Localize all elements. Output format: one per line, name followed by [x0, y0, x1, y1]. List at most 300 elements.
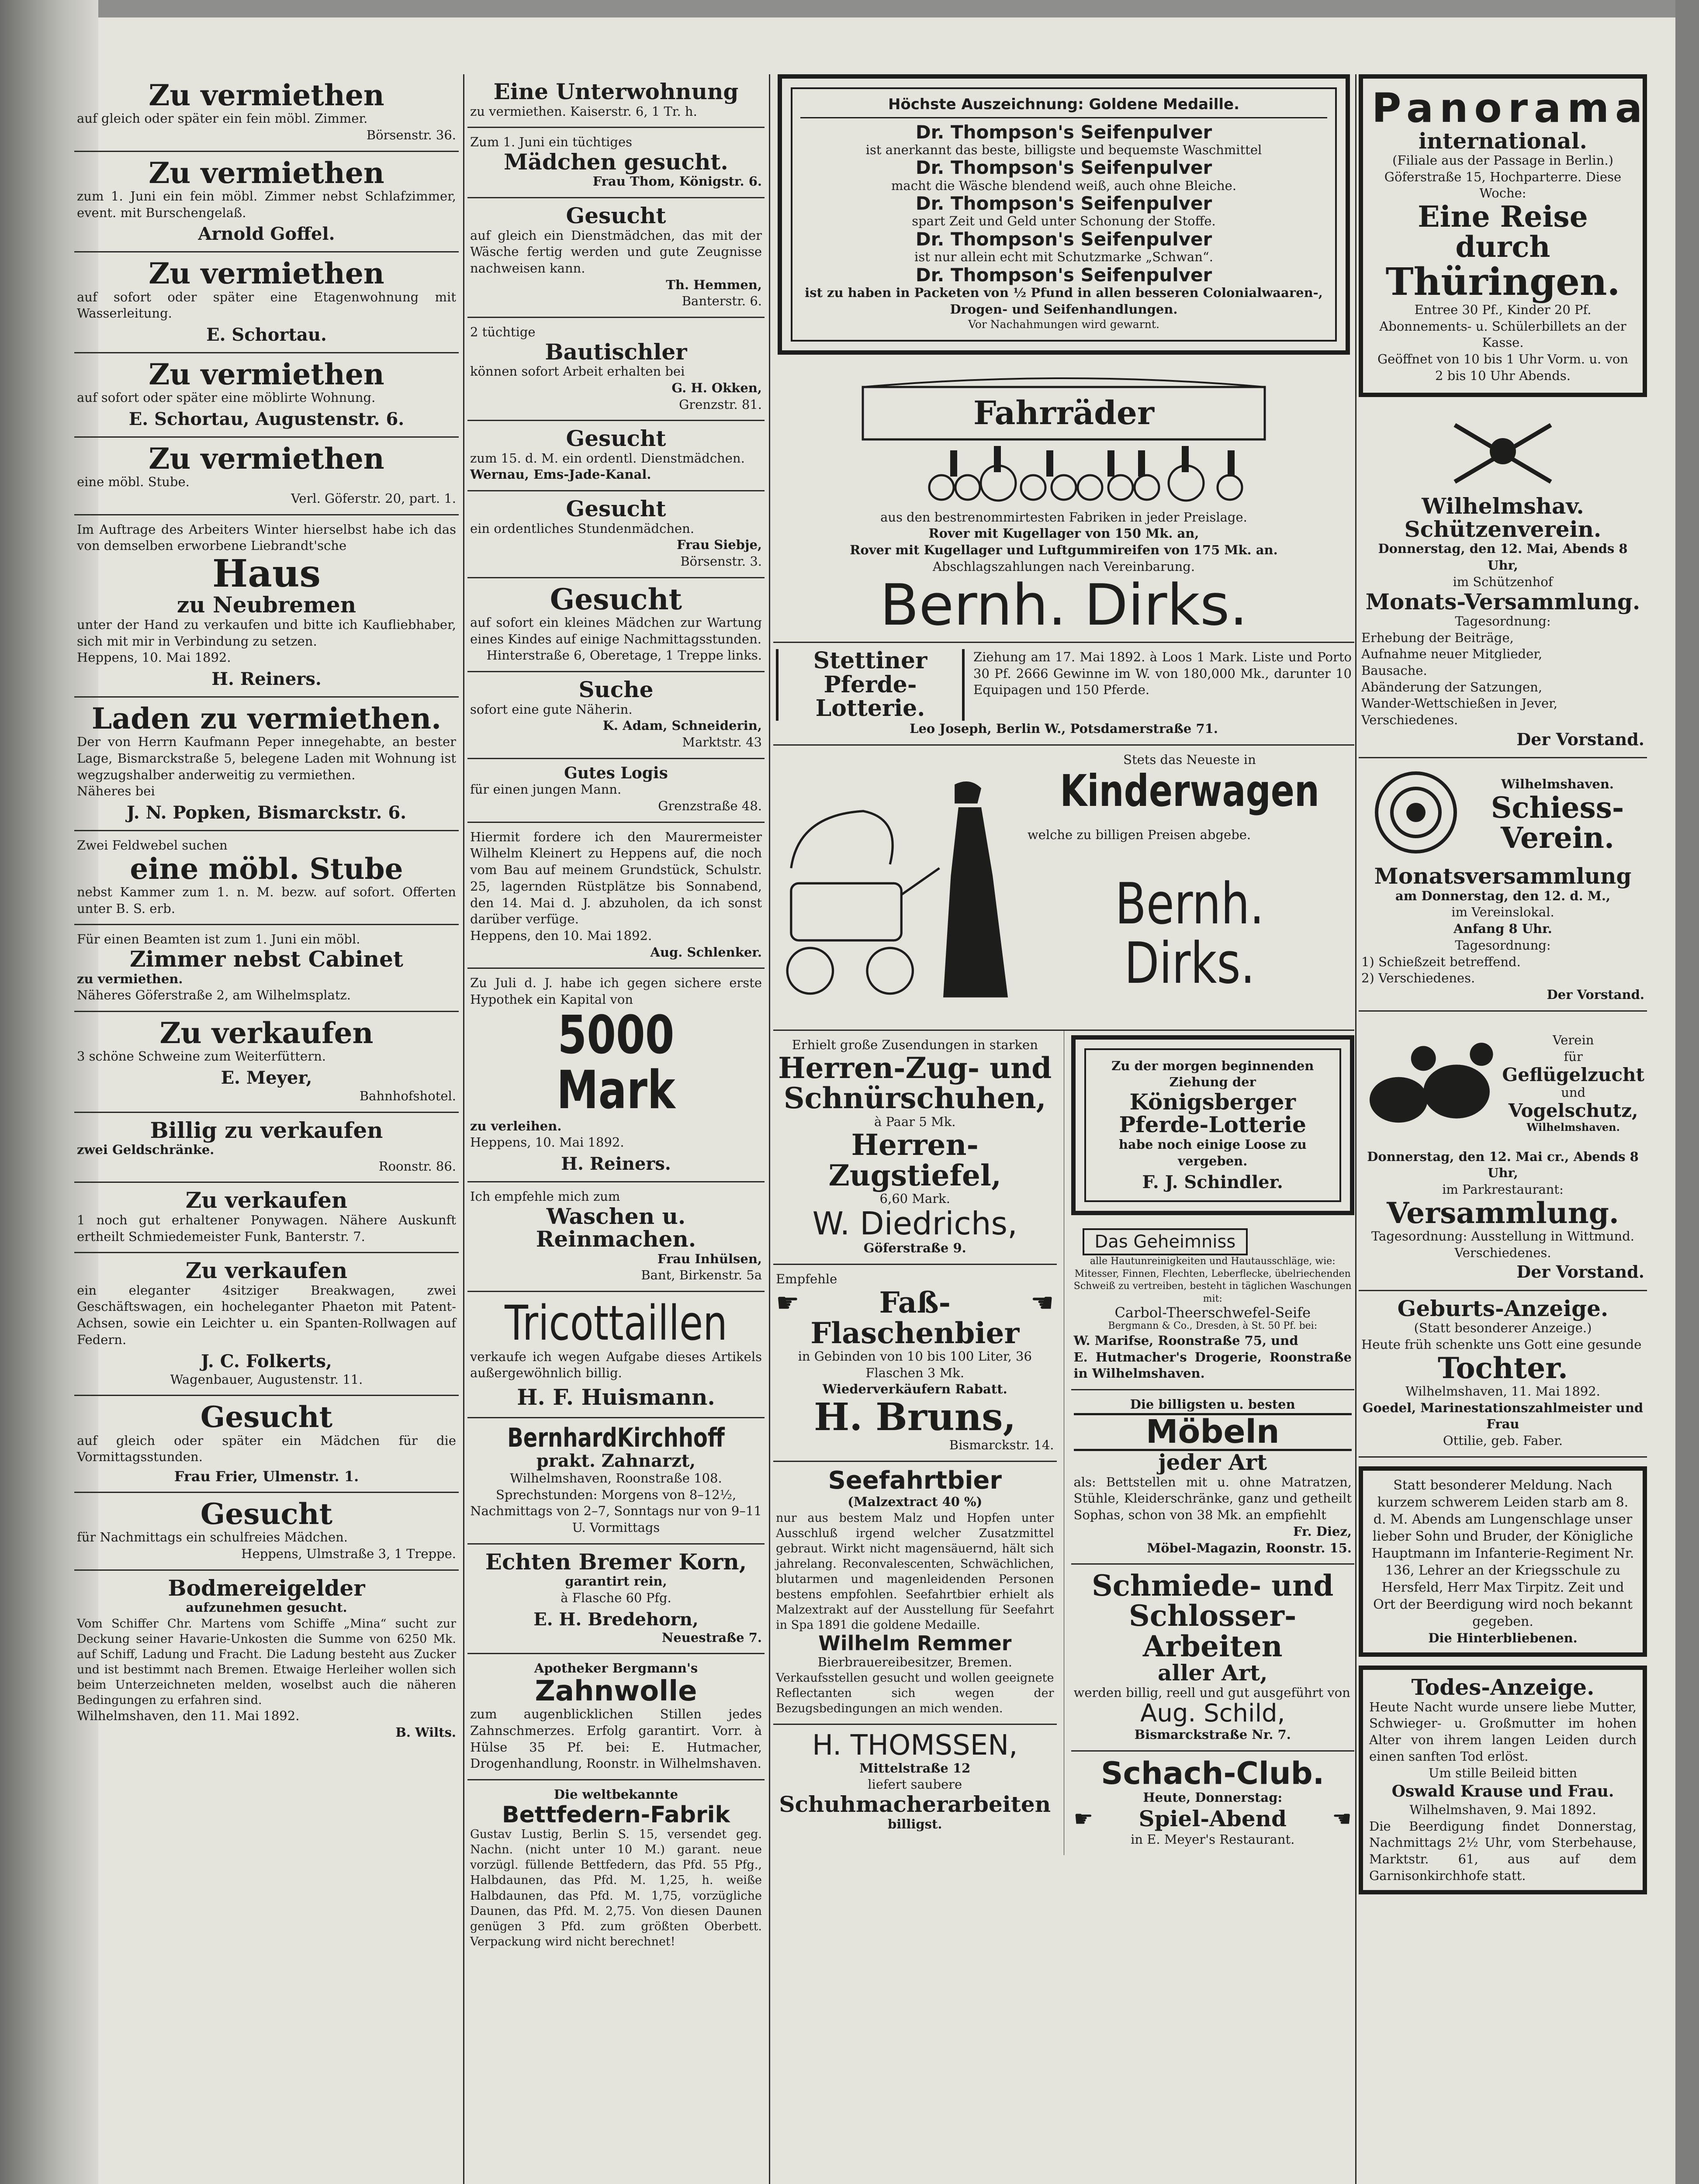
ad-schuetzenverein: [1359, 406, 1647, 758]
ad-text: Statt besonderer Meldung. Nach kurzem schwerem Leiden starb am 8. d. M. Abends am Lungenschlage unser lieber Sohn und Bruder, der Königliche Hauptmann im Infanterie-Regiment Nr. 136, Lehrer an der Kriegsschule zu Hersfeld, Herr Max Tirpitz. Zeit und Ort der Beerdigung wird noch bekannt gegeben.: [1371, 1477, 1634, 1629]
ad-text: Ziehung am 17. Mai 1892. à Loos 1 Mark. Liste und Porto 30 Pf. 2666 Gewinne im W. von 180,000 Mk., darunter 10 Equipagen und 150 Pferde.: [973, 650, 1352, 698]
ad-subtitle: zu vermiethen.: [77, 971, 183, 986]
ad-note: Vor Nachahmungen wird gewarnt.: [968, 318, 1159, 331]
ad-title: Faß-: [879, 1286, 951, 1320]
ad-address: Bismarckstraße Nr. 7.: [1134, 1727, 1291, 1742]
ad-title: Zu vermiethen: [149, 442, 384, 476]
ad-gesucht-4: [467, 491, 765, 578]
ad-maker: Bergmann & Co., Dresden, à St. 50 Pf. bei:: [1108, 1320, 1318, 1332]
ad-subtitle: zu verleihen.: [470, 1118, 562, 1133]
ad-title: Gesucht: [566, 496, 666, 522]
ad-text: als: Bettstellen mit u. ohne Matratzen, Stühle, Kleiderschränke, ganz und getheilt Sophas, schon von 38 Mk. an empfiehlt: [1073, 1474, 1352, 1523]
column-rule: [769, 74, 770, 2184]
ad-signature: Oswald Krause und Frau.: [1391, 1782, 1614, 1801]
ad-text: auf sofort oder später eine Etagenwohnung mit Wasserleitung.: [77, 289, 456, 321]
ad-laden: [74, 698, 459, 831]
ad-title: Königsberger Pferde-Lotterie: [1119, 1089, 1306, 1138]
column-3-left: [773, 1031, 1057, 1855]
ad-text: aus den bestrenommirtesten Fabriken in jeder Preislage.: [880, 509, 1247, 525]
ad-title: Schlosser-Arbeiten: [1129, 1599, 1297, 1663]
ad-text: Heute Nacht wurde unsere liebe Mutter, Schwieger- u. Großmutter im hohen Alter von ihrem langen Leiden durch einen sanften Tod erlöst.: [1369, 1699, 1637, 1764]
ad-subtitle: Schuhmacherarbeiten: [779, 1791, 1051, 1818]
ad-product: Dr. Thompson's Seifenpulver: [915, 264, 1212, 286]
ad-title: eine möbl. Stube: [130, 851, 403, 886]
ad-date: Donnerstag, den 12. Mai, Abends 8 Uhr,: [1378, 541, 1628, 573]
ad-address: Verl. Göferstr. 20, part. 1.: [291, 491, 456, 506]
column-rule: [463, 74, 464, 2184]
ad-text: unter der Hand zu verkaufen und bitte ich Kaufliebhaber, sich mit mir in Verbindung zu setzen.: [77, 617, 456, 649]
ad-title: Zu verkaufen: [159, 1016, 374, 1050]
ad-panorama: [1359, 74, 1647, 397]
ad-trauer: [1359, 1466, 1647, 1657]
ad-title: BernhardKirchhoff: [507, 1422, 725, 1453]
ad-signature: H. Reiners.: [561, 1154, 671, 1175]
ad-signature: Frau Siebje,: [676, 537, 762, 553]
ad-address: Banterstr. 6.: [682, 294, 762, 309]
ad-intro: Die billigsten u. besten: [1130, 1396, 1295, 1412]
ad-address: Wagenbauer, Augustenstr. 11.: [170, 1372, 363, 1387]
ad-intro: Ich empfehle mich zum: [470, 1189, 620, 1204]
ad-signature: Fr. Diez,: [1293, 1524, 1352, 1539]
ad-intro: Zum 1. Juni ein tüchtiges: [470, 135, 633, 150]
ad-price: à Paar 5 Mk.: [874, 1114, 956, 1129]
ad-title: Schmiede- und: [1092, 1569, 1334, 1603]
ad-subtitle: aller Art,: [1157, 1660, 1268, 1686]
ad-title: Schach-Club.: [1101, 1755, 1325, 1791]
ad-text: ein ordentliches Stundenmädchen.: [470, 521, 695, 536]
ad-geheimniss: [1071, 1222, 1355, 1390]
ad-signature: Wilhelm Remmer: [818, 1631, 1012, 1655]
ad-address: Hinterstraße 6, Oberetage, 1 Treppe links.: [486, 648, 762, 663]
ad-title: Wilhelmshav. Schützenverein.: [1404, 493, 1602, 542]
ad-signature: Bernh. Dirks.: [880, 571, 1248, 638]
ad-signature: Frau Inhülsen,: [657, 1251, 762, 1266]
ad-title: für: [1564, 1049, 1583, 1064]
ad-signature: J. N. Popken, Bismarckstr. 6.: [126, 802, 407, 823]
ad-title: Wilhelmshaven.: [1501, 777, 1614, 792]
ad-title: Monats-Versammlung.: [1365, 588, 1640, 615]
ad-text: welche zu billigen Preisen abgebe.: [1027, 827, 1251, 843]
ad-signature: K. Adam, Schneiderin,: [602, 718, 762, 733]
ad-title: Schiess-: [1491, 790, 1624, 825]
ad-title: Möbeln: [1074, 1413, 1352, 1451]
ad-text: Heute früh schenkte uns Gott eine gesunde: [1361, 1337, 1642, 1352]
ad-text: liefert saubere: [868, 1777, 962, 1792]
ad-subtitle: zwei Geldschränke.: [77, 1142, 215, 1158]
ad-text: werden billig, reell und gut ausgeführt von: [1073, 1685, 1350, 1700]
ad-bettfedern: [467, 1780, 765, 1956]
ad-seller: W. Marifse, Roonstraße 75, und: [1073, 1333, 1298, 1348]
ad-address: Bismarckstr. 14.: [949, 1438, 1054, 1453]
ad-title: Zu verkaufen: [185, 1187, 348, 1213]
ad-address: Grenzstr. 81.: [679, 397, 762, 412]
ad-line: Zu der morgen beginnenden Ziehung der: [1111, 1058, 1314, 1090]
ad-bautischler: [467, 318, 765, 421]
ad-text: Der von Herrn Kaufmann Peper innegehabte, an bester Lage, Bismarckstraße 5, belegene Laden mit Wohnung ist wegzugshalber anderweitig zu vermiethen.: [77, 734, 456, 782]
ad-signature: Der Vorstand.: [1516, 729, 1644, 749]
ad-intro: Für einen Beamten ist zum 1. Juni ein möbl.: [77, 932, 360, 947]
ad-address: Mittelstraße 12: [859, 1760, 971, 1776]
ad-vermiethen-2: [74, 152, 459, 253]
ad-title: Herren-Zug- und: [778, 1051, 1052, 1085]
ad-billig: [74, 1113, 459, 1183]
ad-signature: E. Schortau, Augustenstr. 6.: [128, 409, 405, 429]
agenda-item: Bausache.: [1361, 663, 1427, 678]
ad-waschen: [467, 1182, 765, 1292]
ad-header: Höchste Auszeichnung: Goldene Medaille.: [800, 97, 1327, 118]
ad-text: auf gleich oder später ein Mädchen für die Vormittagsstunden.: [77, 1433, 456, 1465]
ad-seefahrtbier: [773, 1462, 1057, 1725]
ad-title: Mädchen gesucht.: [504, 149, 728, 175]
ad-gefluegelzucht: [1359, 1012, 1647, 1291]
ad-address: Bahnhofshotel.: [359, 1088, 456, 1103]
ad-logis: [467, 759, 765, 823]
ad-note: Um stille Beileid bitten: [1428, 1765, 1578, 1780]
ad-title: Bodmereigelder: [168, 1575, 365, 1601]
ad-signature: Frau Thom, Königstr. 6.: [592, 174, 762, 189]
ad-title: Monatsversammlung: [1374, 863, 1632, 889]
ad-suche: [467, 672, 765, 759]
ad-line: habe noch einige Loose zu vergeben.: [1118, 1137, 1307, 1168]
ad-line: Spiel-Abend: [1138, 1805, 1287, 1832]
ad-subtitle: international.: [1419, 128, 1587, 154]
ad-title: Echten Bremer Korn,: [485, 1548, 747, 1575]
ad-signature: E. Meyer,: [221, 1067, 312, 1088]
ad-bier: [773, 1265, 1057, 1462]
ad-unterwohnung: [467, 74, 765, 128]
ad-signature: F. J. Schindler.: [1142, 1172, 1283, 1193]
ad-koenigsberger: [1071, 1035, 1355, 1216]
ad-subtitle: zu Neubremen: [176, 592, 356, 618]
ad-title: und: [1561, 1085, 1586, 1100]
ad-time: Anfang 8 Uhr.: [1453, 921, 1552, 936]
ad-intro: 2 tüchtige: [470, 325, 536, 339]
ad-intro: Erhielt große Zusendungen in starken: [792, 1037, 1038, 1052]
ad-signature: Th. Hemmen,: [666, 277, 762, 292]
ad-5000-mark: [467, 969, 765, 1182]
ad-text: à Flasche 60 Pfg.: [561, 1590, 671, 1605]
ad-address: Wilhelmshaven, Roonstraße 108.: [510, 1470, 722, 1486]
ad-note: billigst.: [888, 1816, 942, 1832]
ad-line: macht die Wäsche blendend weiß, auch ohne Bleiche.: [891, 178, 1237, 193]
ad-text: ein eleganter 4sitziger Breakwagen, zwei Geschäftswagen, ein hocheleganter Phaeton mit Patent-Achsen, sowie ein Leichter u. ein Spanten-Rollwagen auf Federn.: [77, 1282, 456, 1347]
ad-address: Bierbrauereibesitzer, Bremen.: [817, 1654, 1012, 1669]
ad-subtitle: (Statt besonderer Anzeige.): [1414, 1320, 1592, 1336]
ad-verkaufen-2: [74, 1183, 459, 1253]
ad-text: eine möbl. Stube.: [77, 474, 190, 490]
ad-address: Grenzstraße 48.: [658, 798, 762, 814]
agenda-item: Tagesordnung:: [1455, 614, 1551, 629]
ad-title: Gesucht: [550, 582, 682, 616]
pointing-hand-icon: ☛: [776, 1287, 799, 1318]
ad-signature: Aug. Schild,: [1140, 1699, 1285, 1728]
ad-place: im Schützenhof: [1453, 574, 1553, 589]
ad-title: Billig zu verkaufen: [150, 1117, 383, 1143]
ad-note: Näheres bei: [77, 784, 155, 799]
ad-title: Geburts-Anzeige.: [1397, 1295, 1609, 1321]
ad-address: Roonstr. 86.: [378, 1158, 456, 1174]
ad-title: Haus: [212, 552, 321, 596]
column-rule: [1355, 74, 1356, 2184]
ad-subtitle: jeder Art: [1158, 1449, 1267, 1476]
ad-title: Eine Reise durch: [1418, 200, 1588, 264]
ad-thompson: [778, 74, 1350, 355]
ad-text: für einen jungen Mann.: [470, 782, 622, 797]
ad-maedchen: [467, 128, 765, 198]
column-4: [1359, 74, 1647, 1903]
ad-title: Laden zu vermiethen.: [91, 701, 442, 736]
ad-bodmerei: [74, 1571, 459, 1748]
ad-verkaufen-3: [74, 1253, 459, 1396]
ad-date: am Donnerstag, den 12. d. M.,: [1395, 888, 1611, 903]
ad-text: Gustav Lustig, Berlin S. 15, versendet geg. Nachn. (nicht unter 10 M.) garant. neue vorzügl. füllende Bettfedern, das Pfd. 55 Pfg., Halbdaunen, das Pfd. M. 1,25, h. weiße Halbdaunen, das Pfd. M. 1,75, vorzügliche Daunen, das Pfd. M. 2,75. Von diesen Daunen genügen 3 Pfd. zum größten Oberbett. Verpackung wird nicht berechnet!: [470, 1828, 762, 1949]
pointing-hand-icon: ☚: [1030, 1287, 1054, 1318]
ad-thomssen: [773, 1725, 1057, 1840]
agenda-item: 2) Verschiedenes.: [1361, 971, 1475, 986]
ad-line: in E. Meyer's Restaurant.: [1131, 1832, 1295, 1847]
ad-text: (Filiale aus der Passage in Berlin.) Göferstraße 15, Hochparterre. Diese Woche:: [1384, 153, 1622, 201]
ad-text: 1 noch gut erhaltener Ponywagen. Nähere Auskunft ertheilt Schmiedemeister Funk, Banterstr. 7.: [77, 1212, 456, 1244]
ad-schuhe: [773, 1031, 1057, 1265]
ad-text: zum 1. Juni ein fein möbl. Zimmer nebst Schlafzimmer, event. mit Burschengelaß.: [77, 188, 456, 220]
ad-title: Herren-Zugstiefel,: [828, 1128, 1001, 1192]
ad-fahrraeder: [773, 363, 1354, 643]
column-2: [467, 74, 765, 1956]
ad-price: 6,60 Mark.: [879, 1191, 950, 1206]
ad-title: Zahnwolle: [535, 1675, 697, 1707]
ad-note: Verkaufsstellen gesucht und wollen geeignete Reflectanten sich wegen der Bezugsbedingungen an mich wenden.: [776, 1671, 1054, 1716]
ad-text: für Nachmittags ein schulfreies Mädchen.: [77, 1530, 348, 1545]
ad-title: Todes-Anzeige.: [1411, 1674, 1595, 1700]
ad-signature: Ottilie, geb. Faber.: [1443, 1433, 1563, 1448]
ad-vermiethen-5: [74, 438, 459, 515]
ad-subtitle: prakt. Zahnarzt,: [536, 1450, 696, 1471]
ad-prices: Entree 30 Pf., Kinder 20 Pf. Abonnements- u. Schülerbillets an der Kasse.: [1379, 302, 1626, 350]
ad-title: Schnürschuhen,: [783, 1081, 1046, 1116]
ad-text: nebst Kammer zum 1. n. M. bezw. auf sofort. Offerten unter B. S. erb.: [77, 884, 456, 916]
crossed-rifles-icon: [1446, 416, 1560, 491]
ad-line: Heute, Donnerstag:: [1143, 1790, 1283, 1805]
ad-address: Bant, Birkenstr. 5a: [641, 1268, 762, 1283]
ad-gesucht-3: [467, 421, 765, 491]
column-3: [773, 74, 1354, 1855]
ad-moebel: [1071, 1390, 1355, 1565]
ad-subtitle: (Malzextract 40 %): [848, 1494, 983, 1509]
ad-line: ist anerkannt das beste, billigste und bequemste Waschmittel: [865, 142, 1262, 157]
agenda-item: 1) Schießzeit betreffend.: [1361, 954, 1521, 969]
cyclists-illustration: [854, 374, 1273, 505]
ad-hours: Geöffnet von 10 bis 1 Uhr Vorm. u. von 2 bis 10 Uhr Abends.: [1377, 352, 1628, 383]
ad-title: Verein.: [1501, 821, 1614, 855]
ad-text: Hiermit fordere ich den Maurermeister Wilhelm Kleinert zu Heppens auf, die noch vom Bau auf meinem Grundstück, Schulstr. 25, lagernden Rüstplätze bis Sonnabend, den 14. Mai d. J. abzuholen, da ich sonst darüber verfüge.: [470, 829, 762, 927]
ad-intro: Empfehle: [776, 1272, 837, 1287]
ad-text: auf sofort ein kleines Mädchen zur Wartung eines Kindes auf einige Nachmittagsstunden.: [470, 615, 762, 646]
ad-title: Gesucht: [566, 203, 666, 229]
ad-title: Zimmer nebst Cabinet: [129, 946, 404, 972]
ad-signature: Arnold Goffel.: [198, 224, 335, 245]
ad-pferde-lotterie: [773, 643, 1354, 745]
pointing-hand-icon: ☛: [1073, 1806, 1093, 1832]
ad-schmiede: [1071, 1565, 1355, 1752]
ad-cabinet: [74, 925, 459, 1012]
ad-text: Vom Schiffer Chr. Martens vom Schiffe „Mina“ sucht zur Deckung seiner Havarie-Unkosten die Summe von 6250 Mk. auf Schiff, Ladung und Fracht. Die Ladung besteht aus Zucker und ist bestimmt nach Bremen. Etwaige Herleiher wollen sich beim Unterzeichneten melden, woselbst auch die näheren Bedingungen zu erfahren sind.: [77, 1617, 456, 1707]
column-3-lower: [773, 1031, 1354, 1855]
ad-title: Zu verkaufen: [185, 1258, 348, 1284]
ad-geburts-anzeige: [1359, 1291, 1647, 1458]
ad-intro: Stets das Neueste in: [1123, 752, 1256, 767]
ad-text: auf gleich ein Dienstmädchen, das mit der Wäsche fertig werden und gute Zeugnisse nachweisen kann.: [470, 228, 762, 276]
ad-title: Waschen u. Reinmachen.: [536, 1203, 696, 1252]
ad-haus: [74, 515, 459, 698]
ad-product: Dr. Thompson's Seifenpulver: [915, 121, 1212, 143]
agenda-item: Wander-Wettschießen in Jever,: [1361, 696, 1558, 711]
ad-title: Geflügelzucht: [1502, 1064, 1644, 1085]
ad-address: Heppens, Ulmstraße 3, 1 Treppe.: [241, 1546, 456, 1561]
pointing-hand-icon: ☚: [1332, 1806, 1352, 1832]
column-1: [74, 74, 459, 1748]
ad-product: Carbol-Theerschwefel-Seife: [1114, 1304, 1311, 1321]
ad-text: zu vermiethen. Kaiserstr. 6, 1 Tr. h.: [470, 104, 697, 119]
ad-text: in Gebinden von 10 bis 100 Liter, 36 Flaschen 3 Mk.: [798, 1349, 1032, 1380]
ad-address: Neuestraße 7.: [661, 1630, 762, 1645]
ad-signature: J. C. Folkerts,: [201, 1351, 332, 1372]
ad-vermiethen-3: [74, 252, 459, 353]
ad-schach-club: [1071, 1752, 1355, 1855]
ad-signature: G. H. Okken,: [671, 380, 762, 395]
ad-title: Kinderwagen: [1060, 765, 1319, 817]
ad-todes-anzeige: [1359, 1666, 1647, 1894]
ad-text: nur aus bestem Malz und Hopfen unter Ausschluß irgend welcher Zusatzmittel gebraut. Wirkt nicht magensäuernd, hält sich jahrelang. Reconvalescenten, Schwächlichen, blutarmen und magenleidenden Personen bestens empfohlen. Seefahrtbier erhielt als Malzextrakt auf der Ausstellung für Seefahrt in Spa 1891 die goldene Medaille.: [776, 1511, 1054, 1632]
ad-title: Tricottaillen: [505, 1295, 727, 1351]
ad-signature: H. Reiners.: [211, 668, 322, 689]
ad-title: Stettiner Pferde-Lotterie.: [776, 649, 965, 721]
ad-subtitle: aufzunehmen gesucht.: [186, 1600, 347, 1615]
ad-kirchhoff: [467, 1418, 765, 1545]
ad-title: Gesucht: [566, 425, 666, 452]
ad-signature: E. H. Bredehorn,: [533, 1609, 699, 1630]
ad-text: auf sofort oder später eine möblirte Wohnung.: [77, 390, 376, 405]
ad-vermiethen-1: [74, 74, 459, 152]
ad-title: Gesucht: [200, 1496, 333, 1531]
ad-title: Bettfedern-Fabrik: [502, 1801, 730, 1828]
ad-line: Rover mit Kugellager und Luftgummireifen von 175 Mk. an.: [850, 543, 1278, 558]
ad-product: Dr. Thompson's Seifenpulver: [915, 228, 1212, 250]
ad-place: im Parkrestaurant:: [1442, 1182, 1564, 1197]
ad-intro: Die weltbekannte: [554, 1787, 678, 1802]
ad-title: Zu vermiethen: [149, 156, 384, 190]
ad-product: Dr. Thompson's Seifenpulver: [915, 193, 1212, 214]
ad-kinderwagen: [773, 746, 1354, 1031]
ad-date: Heppens, 10. Mai 1892.: [77, 650, 231, 665]
ad-signature: Der Vorstand.: [1547, 987, 1644, 1002]
ad-title: Das Geheimniss: [1083, 1228, 1248, 1255]
ad-subtitle: garantirt rein,: [565, 1574, 667, 1589]
ad-tricottaillen: [467, 1292, 765, 1418]
ad-signature: H. F. Huismann.: [517, 1384, 715, 1410]
ad-signature: B. Wilts.: [395, 1725, 456, 1740]
ad-date: Heppens, den 10. Mai 1892.: [470, 928, 652, 943]
ad-agenda: Tagesordnung: Ausstellung in Wittmund. Verschiedenes.: [1371, 1228, 1635, 1260]
ad-line: Rover mit Kugellager von 150 Mk. an,: [928, 526, 1199, 541]
ad-text: zum 15. d. M. ein ordentl. Dienstmädchen.: [470, 450, 745, 466]
ad-text: auf gleich oder später ein fein möbl. Zimmer.: [77, 111, 368, 126]
ad-zahnwolle: [467, 1654, 765, 1780]
ad-signature: H. Bruns,: [813, 1395, 1016, 1440]
ad-address: Möbel-Magazin, Roonstr. 15.: [1147, 1540, 1352, 1555]
agenda-item: Verschiedenes.: [1361, 712, 1458, 728]
ad-address: Göferstraße 9.: [863, 1241, 966, 1256]
ad-title: Gutes Logis: [564, 764, 668, 782]
agenda-item: Tagesordnung:: [1455, 937, 1551, 953]
ad-title: Gesucht: [200, 1400, 333, 1434]
ad-address: Börsenstr. 3.: [680, 554, 762, 569]
ad-date: Heppens, 10. Mai 1892.: [470, 1135, 624, 1150]
pram-illustration: [776, 752, 1023, 1023]
ad-date: Wilhelmshaven, den 11. Mai 1892.: [77, 1708, 300, 1724]
ad-text: Näheres Göferstraße 2, am Wilhelmsplatz.: [77, 988, 351, 1003]
ad-signature: E. Schortau.: [206, 325, 327, 346]
ad-address: Börsenstr. 36.: [366, 127, 456, 142]
ad-title: Seefahrtbier: [828, 1466, 1002, 1495]
ad-vermiethen-4: [74, 353, 459, 438]
ad-text: 3 schöne Schweine zum Weiterfüttern.: [77, 1049, 326, 1064]
ad-signature: Bernh. Dirks.: [1115, 870, 1264, 997]
ad-title: Wilhelmshaven.: [1526, 1120, 1620, 1133]
ad-line: ist nur allein echt mit Schutzmarke „Schwan“.: [914, 249, 1213, 265]
ad-title: H. THOMSSEN,: [812, 1729, 1018, 1762]
ad-title: Suche: [578, 677, 654, 703]
ad-place: im Vereinslokal.: [1451, 905, 1554, 920]
ad-line: spart Zeit und Geld unter Schonung der Stoffe.: [912, 214, 1216, 229]
ad-signature: Aug. Schlenker.: [650, 944, 762, 960]
ad-funeral: Die Beerdigung findet Donnerstag, Nachmittags 2½ Uhr, vom Sterbehause, Marktstr. 61, aus auf dem Garnisonkirchhofe statt.: [1369, 1818, 1637, 1883]
ad-line: ist zu haben in Packeten von ½ Pfund in allen besseren Colonialwaaren-, Drogen- und Seifenhandlungen.: [805, 285, 1323, 317]
ad-signature: Goedel, Marinestationszahlmeister und Frau: [1362, 1400, 1644, 1432]
ad-title: Zu vermiethen: [149, 357, 384, 392]
ad-title: Tochter.: [1438, 1351, 1568, 1385]
ad-title: Flaschenbier: [810, 1316, 1020, 1350]
ad-title: Thüringen.: [1385, 259, 1620, 304]
ad-text: alle Hautunreinigkeiten und Hautausschläge, wie: Mitesser, Finnen, Flechten, Leberflecke, übelriechenden Schweiß zu vertreiben, besteht in täglichen Waschungen mit:: [1073, 1256, 1352, 1305]
scan-margin: [1675, 0, 1699, 2184]
ad-title: Versammlung.: [1387, 1196, 1619, 1230]
column-3-right: [1071, 1031, 1355, 1855]
agenda-item: Aufnahme neuer Mitglieder,: [1361, 646, 1543, 662]
ad-intro: Zu Juli d. J. habe ich gegen sichere erste Hypothek ein Kapital von: [470, 975, 762, 1007]
ad-title: Eine Unterwohnung: [493, 79, 739, 104]
ad-signature: Wernau, Ems-Jade-Kanal.: [470, 467, 651, 482]
ad-text: können sofort Arbeit erhalten bei: [470, 364, 685, 379]
ad-verkaufen-1: [74, 1012, 459, 1113]
ad-title: Zu vermiethen: [149, 78, 384, 112]
ad-signature: Der Vorstand.: [1516, 1262, 1644, 1282]
ad-date: Donnerstag, den 12. Mai cr., Abends 8 Uhr,: [1367, 1149, 1639, 1181]
ad-address: Marktstr. 43: [682, 734, 762, 750]
ad-title: Vogelschutz,: [1508, 1099, 1638, 1121]
ad-signature: Leo Joseph, Berlin W., Potsdamerstraße 71.: [910, 721, 1218, 736]
ad-intro: Im Auftrage des Arbeiters Winter hierselbst habe ich das von demselben erworbene Liebrandt'sche: [77, 522, 456, 553]
ad-signature: Die Hinterbliebenen.: [1428, 1630, 1578, 1645]
ad-text: Sprechstunden: Morgens von 8–12½, Nachmittags von 2–7, Sonntags nur von 9–11 U. Vormittags: [470, 1487, 762, 1535]
ad-gesucht-2: [74, 1493, 459, 1571]
ad-title: Panorama: [1372, 85, 1649, 131]
ad-intro: Zwei Feldwebel suchen: [77, 837, 228, 853]
ad-text: sofort eine gute Näherin.: [470, 702, 633, 717]
ad-dienstmaedchen: [467, 198, 765, 318]
ad-date: Wilhelmshaven, 11. Mai 1892.: [1405, 1383, 1600, 1399]
ad-title: 5000 Mark: [557, 1005, 675, 1121]
ad-subtitle: Wiederverkäufern Rabatt.: [822, 1382, 1007, 1397]
